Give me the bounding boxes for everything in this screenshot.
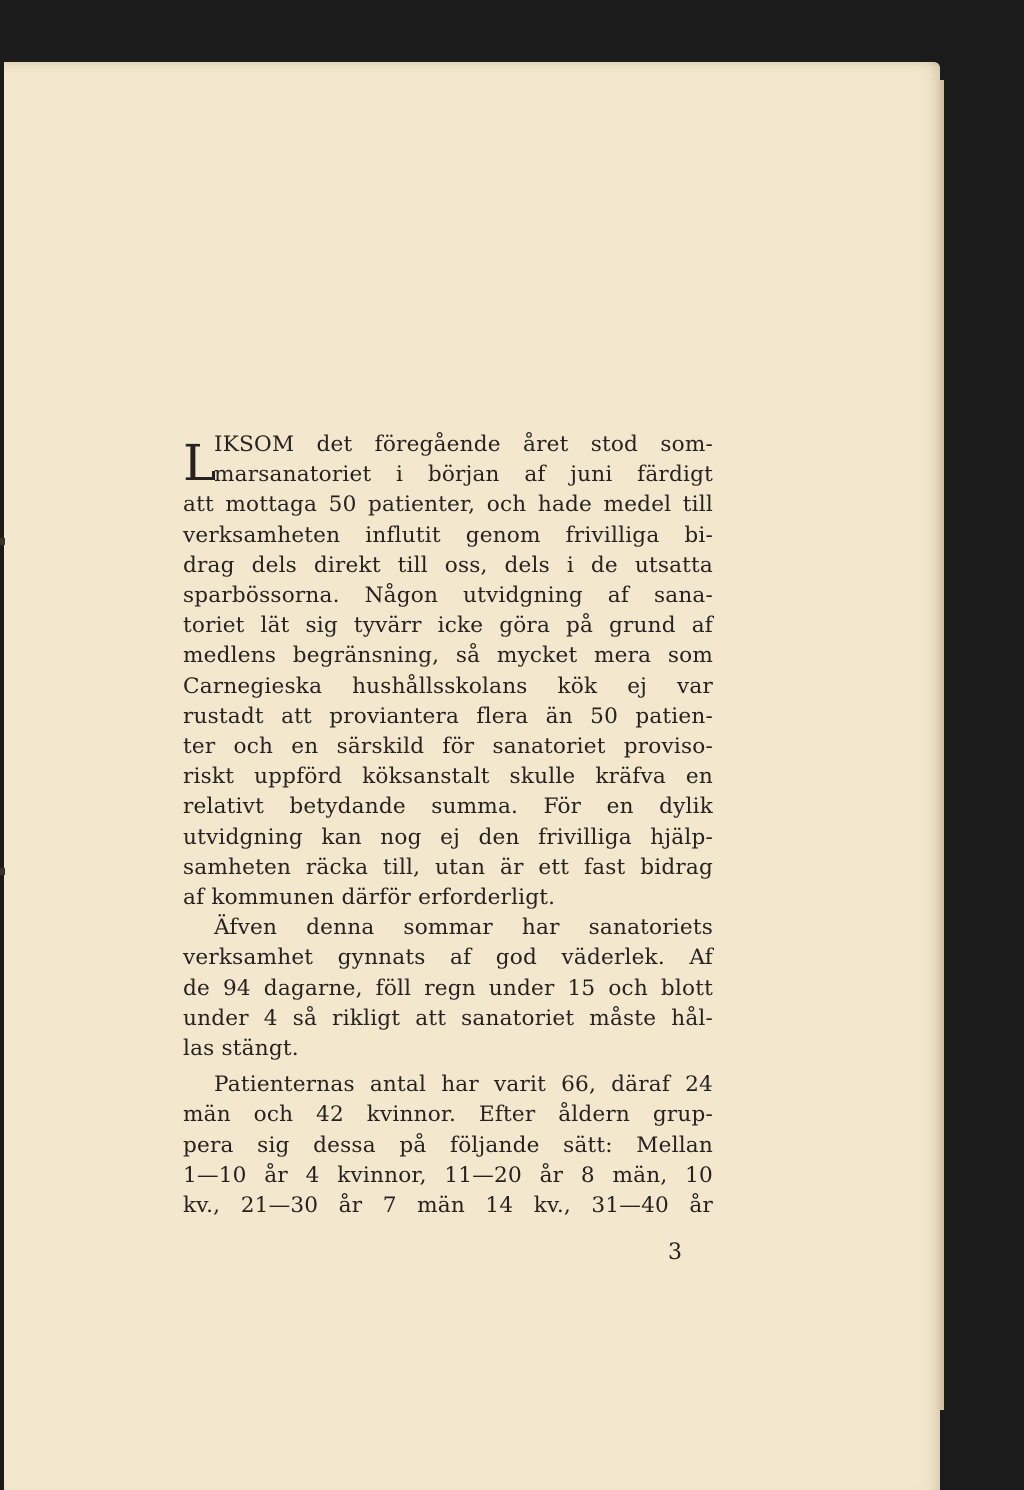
text-line: marsanatoriet i början af juni färdigt xyxy=(214,462,713,488)
text-line: kv., 21—30 år 7 män 14 kv., 31—40 år xyxy=(183,1193,713,1219)
text-line: af kommunen därför erforderligt. xyxy=(183,885,556,911)
text-line: Carnegieska hushållsskolans kök ej var xyxy=(183,673,713,699)
body-text xyxy=(183,430,713,1221)
margin-mark xyxy=(0,868,5,875)
text-line: riskt uppförd köksanstalt skulle kräfva en xyxy=(183,764,713,790)
text-line: ter och en särskild för sanatoriet proviso- xyxy=(183,734,713,760)
drop-cap: L xyxy=(183,434,217,492)
text-line: under 4 så rikligt att sanatoriet måste hål- xyxy=(183,1005,713,1031)
paragraph-2 xyxy=(183,913,713,1064)
margin-mark xyxy=(0,538,5,545)
text-line: att mottaga 50 patienter, och hade medel till xyxy=(183,492,713,518)
text-line: medlens begränsning, så mycket mera som xyxy=(183,643,713,669)
paragraph-3 xyxy=(183,1070,713,1221)
text-line: utvidgning kan nog ej den frivilliga hjälp- xyxy=(183,824,713,850)
text-line: pera sig dessa på följande sätt: Mellan xyxy=(183,1132,713,1158)
first-line-text: IKSOM det föregående året stod som- xyxy=(214,432,713,457)
text-line: samheten räcka till, utan är ett fast bidrag xyxy=(183,854,713,880)
paragraph-1 xyxy=(183,430,713,913)
text-line: drag dels direkt till oss, dels i de utsatta xyxy=(183,552,713,578)
text-line: verksamheten influtit genom frivilliga bi- xyxy=(183,522,713,548)
text-line: 1—10 år 4 kvinnor, 11—20 år 8 män, 10 xyxy=(183,1162,713,1188)
text-line: män och 42 kvinnor. Efter åldern grup- xyxy=(183,1102,713,1128)
text-line: toriet lät sig tyvärr icke göra på grund af xyxy=(183,613,713,639)
text-line: sparbössorna. Någon utvidgning af sana- xyxy=(183,583,713,609)
text-line: Äfven denna sommar har sanatoriets xyxy=(214,915,713,941)
text-line: Patienternas antal har varit 66, däraf 24 xyxy=(214,1072,713,1098)
text-line: verksamhet gynnats af god väderlek. Af xyxy=(183,945,713,971)
text-line: de 94 dagarne, föll regn under 15 och blott xyxy=(183,975,713,1001)
page-edge xyxy=(936,80,944,1410)
text-line: las stängt. xyxy=(183,1036,299,1062)
page-number: 3 xyxy=(668,1240,682,1265)
text-line: rustadt att proviantera flera än 50 patien- xyxy=(183,703,713,729)
text-line: relativt betydande summa. För en dylik xyxy=(183,794,713,820)
